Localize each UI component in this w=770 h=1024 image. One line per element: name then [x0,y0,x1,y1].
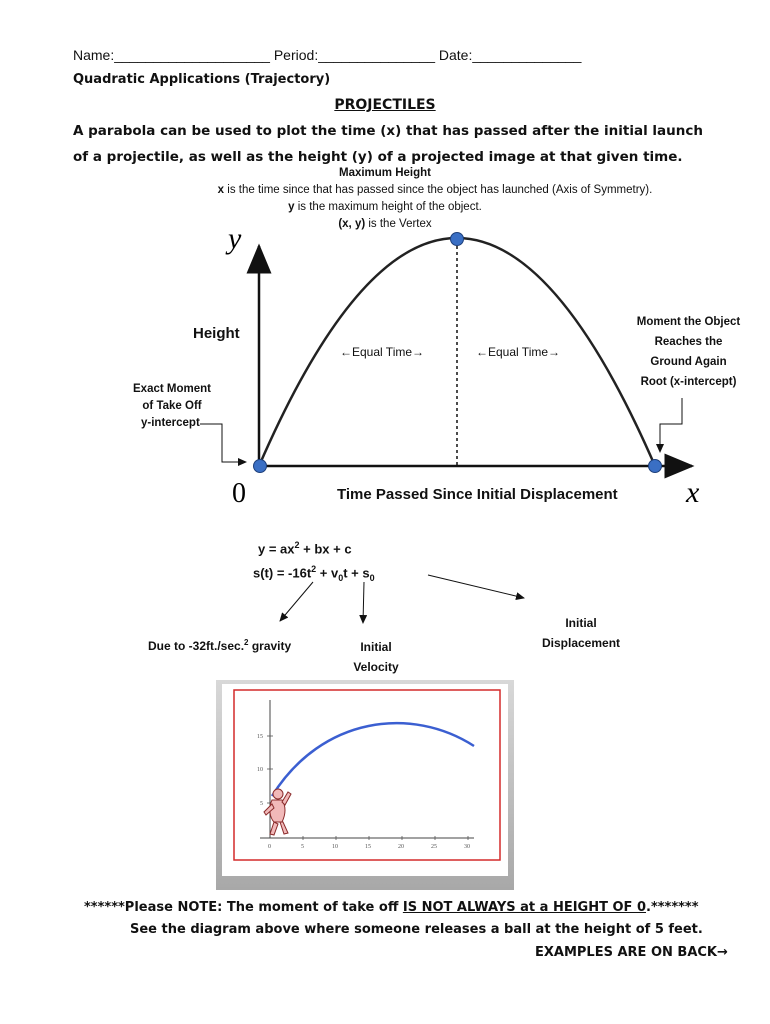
mini-tick-y-10: 10 [257,767,263,773]
takeoff-callout: Exact Moment of Take Off y-intercept [133,383,211,429]
time-axis-label: Time Passed Since Initial Displacement [337,486,618,503]
examples-on-back: EXAMPLES ARE ON BACK→ [535,945,728,960]
mini-tick-x-30: 30 [464,844,470,850]
x-axis-letter: x [686,476,700,509]
page-heading: PROJECTILES [334,97,436,113]
max-height-line-y: y is the maximum height of the object. [288,201,482,213]
displacement-arrow [428,575,524,598]
gravity-label: Due to -32ft./sec.$^2$ gravity [148,638,292,653]
subtitle: Quadratic Applications (Trajectory) [73,72,331,87]
origin-label: 0 [232,478,246,509]
projectile-equation: $s(t) = -16t^2 + v_0t + s_0$ [253,564,375,583]
standard-form-equation: $y = ax^2$ + bx + c [258,540,352,557]
mini-tick-x-25: 25 [431,844,437,850]
equal-time-right: ←Equal Time→ [476,345,561,359]
y-axis-letter: y [228,222,242,255]
equal-time-left: ←Equal Time→ [340,345,425,359]
y-intercept-point [254,460,267,473]
vertex-point [451,233,464,246]
ground-callout: Moment the Object Reaches the Ground Again Root (x-intercept) [636,316,741,388]
ground-arrow [660,398,682,452]
x-intercept-point [649,460,662,473]
max-height-title: Maximum Height [338,167,431,179]
initial-displacement-label: Initial Displacement [541,616,621,650]
mini-tick-y-5: 5 [260,801,263,807]
max-height-line-x: x is the time since that has passed since the object has launched (Axis of Symmetry). [217,184,653,196]
name-period-date-line: Name:____________________ Period:_______________ Date:______________ [73,47,582,63]
mini-tick-x-20: 20 [398,844,404,850]
mini-tick-x-10: 10 [332,844,338,850]
mini-tick-y-15: 15 [257,734,263,740]
mini-tick-x-0: 0 [268,844,271,850]
diagram-note: See the diagram above where someone releases a ball at the height of 5 feet. [130,922,703,937]
mini-tick-x-5: 5 [301,844,304,850]
mini-tick-x-15: 15 [365,844,371,850]
intro-paragraph: A parabola can be used to plot the time (x) that has passed after the initial launch of a projectile, as well as the height (y) of a projected image at that given time. [73,123,703,165]
max-height-line-vertex: (x, y) is the Vertex [338,218,432,230]
ball-throw-figure [212,676,518,894]
height-label: Height [193,325,240,342]
takeoff-note: ******Please NOTE: The moment of take off IS NOT ALWAYS at a HEIGHT OF 0.******* [84,900,699,915]
initial-velocity-label: Initial Velocity [353,640,399,674]
